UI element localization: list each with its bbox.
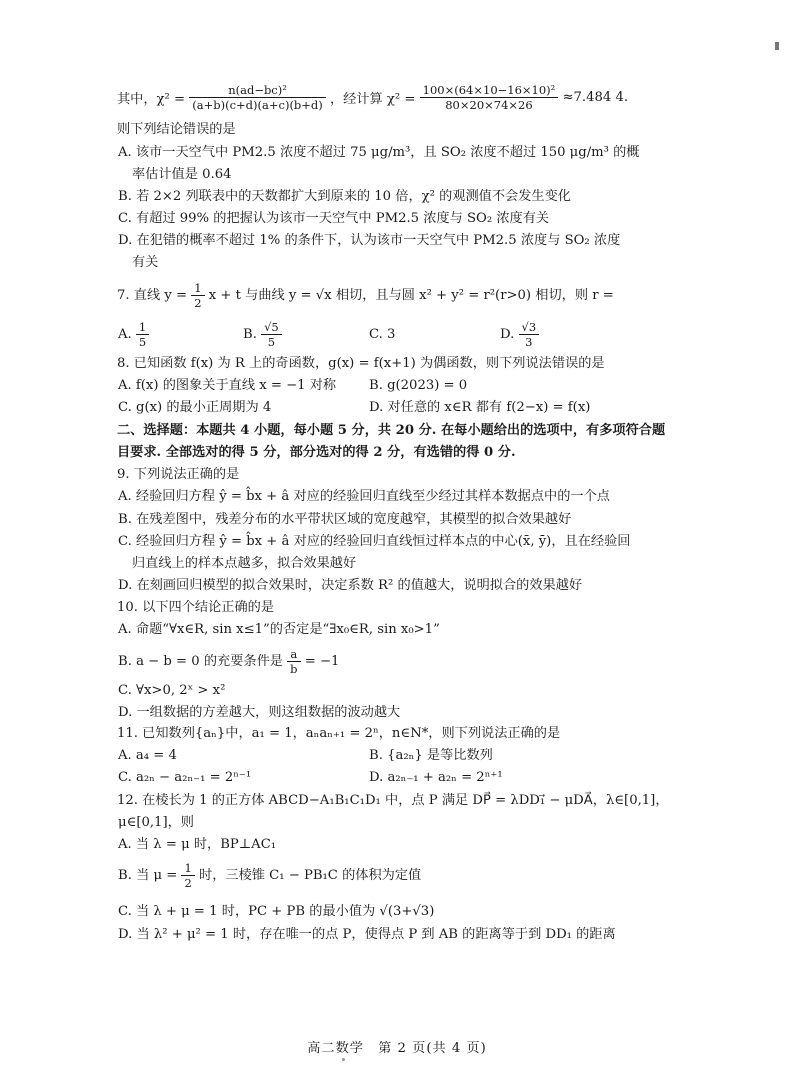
q12-option-d: D. 当 λ² + μ² = 1 时，存在唯一的点 P，使得点 P 到 AB 的距离等于到 DD₁ 的距离	[118, 927, 616, 942]
q8-stem: 8. 已知函数 f(x) 为 R 上的奇函数，g(x) = f(x+1) 为偶函数，则下列说法错误的是	[117, 356, 605, 371]
q10-option-b	[118, 645, 339, 679]
q7-b-den: 5	[267, 335, 276, 349]
q6-formula-mid: ，经计算 χ² =	[329, 92, 416, 107]
q8-option-c: C. g(x) 的最小正周期为 4	[118, 400, 272, 415]
q7-option-d	[500, 318, 539, 352]
scan-edge-mark	[775, 42, 779, 50]
q8-option-d: D. 对任意的 x∈R 都有 f(2−x) = f(x)	[369, 400, 591, 415]
q12-option-b	[118, 859, 421, 893]
q6-stem: 则下列结论错误的是	[117, 122, 236, 137]
q10-stem: 10. 以下四个结论正确的是	[117, 600, 275, 615]
q7-stem-pre: 7. 直线 y =	[117, 288, 188, 303]
q10-option-a: A. 命题“∀x∈R, sin x≤1”的否定是“∃x₀∈R, sin x₀>1”	[118, 622, 440, 637]
chi-formula-numerator: n(ad−bc)²	[189, 83, 325, 98]
q8-option-a: A. f(x) 的图象关于直线 x = −1 对称	[118, 378, 337, 393]
q8-option-b: B. g(2023) = 0	[369, 378, 468, 393]
q6-formula-suffix: ≈7.484 4.	[562, 90, 629, 105]
q7-a-label: A.	[118, 327, 132, 342]
q7-stem	[117, 279, 614, 313]
q11-option-a: A. a₄ = 4	[118, 748, 177, 763]
q7-option-c: C. 3	[369, 327, 396, 342]
q6-option-a-line1: A. 该市一天空气中 PM2.5 浓度不超过 75 μg/m³，且 SO₂ 浓度不超过 150 μg/m³ 的概	[118, 145, 640, 160]
q7-d-num: √3	[519, 320, 540, 335]
q7-d-fraction	[519, 320, 540, 349]
q9-option-c-line2: 归直线上的样本点越多，拟合效果越好	[132, 556, 357, 571]
q7-fraction-half	[191, 281, 204, 310]
q10-b-fraction	[287, 647, 300, 676]
q7-d-label: D.	[500, 327, 515, 342]
q12-b-pre: B. 当 μ =	[118, 868, 178, 883]
q9-option-b: B. 在残差图中，残差分布的水平带状区域的宽度越窄，其模型的拟合效果越好	[118, 512, 572, 527]
q7-frac-den: 2	[194, 296, 202, 310]
q12-stem-line2: μ∈[0,1]，则	[118, 815, 194, 830]
q11-option-b: B. {a₂ₙ} 是等比数列	[369, 748, 493, 763]
calc-denominator: 80×20×74×26	[445, 98, 533, 112]
q7-a-fraction	[136, 320, 149, 349]
q6-option-d-line2: 有关	[132, 255, 159, 270]
q7-b-label: B.	[243, 327, 257, 342]
chi-formula-denominator: (a+b)(c+d)(a+c)(b+d)	[192, 98, 323, 112]
q7-frac-num: 1	[191, 281, 204, 296]
q6-option-a-line2: 率估计值是 0.64	[132, 167, 232, 182]
q10-option-d: D. 一组数据的方差越大，则这组数据的波动越大	[118, 705, 401, 720]
q6-option-d-line1: D. 在犯错的概率不超过 1% 的条件下，认为该市一天空气中 PM2.5 浓度与 SO₂ 浓度	[118, 233, 621, 248]
q7-a-num: 1	[136, 320, 149, 335]
q12-b-post: 时，三棱锥 C₁ − PB₁C 的体积为定值	[199, 868, 422, 883]
q6-option-b: B. 若 2×2 列联表中的天数都扩大到原来的 10 倍，χ² 的观测值不会发生变化	[118, 189, 571, 204]
q10-b-den: b	[290, 662, 298, 676]
q12-stem-line1: 12. 在棱长为 1 的正方体 ABCD−A₁B₁C₁D₁ 中，点 P 满足 DP⃗ = λDD₁⃗ − μDA⃗，λ∈[0,1]，	[117, 793, 669, 808]
q6-option-c: C. 有超过 99% 的把握认为该市一天空气中 PM2.5 浓度与 SO₂ 浓度有关	[118, 211, 550, 226]
q7-option-b	[243, 318, 282, 352]
q6-formula-prefix: 其中，χ² =	[117, 92, 186, 107]
section-2-heading-line1: 二、选择题：本题共 4 小题，每小题 5 分，共 20 分. 在每小题给出的选项中，有多项符合题	[117, 423, 666, 438]
q9-option-a: A. 经验回归方程 ŷ = b̂x + â 对应的经验回归直线至少经过其样本数据点中的一个点	[118, 489, 610, 504]
q7-option-a	[118, 318, 149, 352]
chi-square-formula	[189, 83, 325, 112]
q7-stem-post: x + t 与曲线 y = √x 相切，且与圆 x² + y² = r²(r>0) 相切，则 r =	[208, 288, 614, 303]
q12-b-fraction	[181, 861, 194, 890]
page-footer: 高二数学 第 2 页(共 4 页)	[307, 1041, 487, 1056]
q12-option-a: A. 当 λ = μ 时，BP⊥AC₁	[118, 837, 277, 852]
q10-option-c: C. ∀x>0, 2ˣ > x²	[118, 683, 226, 698]
section-2-heading-line2: 目要求. 全部选对的得 5 分，部分选对的得 2 分，有选错的得 0 分.	[117, 445, 516, 460]
q7-b-num: √5	[261, 320, 282, 335]
q10-b-num: a	[287, 647, 300, 662]
q11-stem: 11. 已知数列{aₙ}中，a₁ = 1，aₙaₙ₊₁ = 2ⁿ，n∈N*，则下列说法正确的是	[117, 726, 561, 741]
q7-b-fraction	[261, 320, 282, 349]
q11-option-d: D. a₂ₙ₋₁ + a₂ₙ = 2ⁿ⁺¹	[369, 770, 503, 785]
calc-numerator: 100×(64×10−16×10)²	[420, 83, 559, 98]
q7-a-den: 5	[138, 335, 147, 349]
q9-option-d: D. 在刻画回归模型的拟合效果时，决定系数 R² 的值越大，说明拟合的效果越好	[118, 578, 583, 593]
q12-option-c: C. 当 λ + μ = 1 时，PC + PB 的最小值为 √(3+√3)	[118, 904, 435, 919]
q7-d-den: 3	[525, 335, 533, 349]
q12-b-num: 1	[181, 861, 194, 876]
q11-option-c: C. a₂ₙ − a₂ₙ₋₁ = 2ⁿ⁻¹	[118, 770, 252, 785]
q9-stem: 9. 下列说法正确的是	[117, 467, 240, 482]
chi-square-calculation	[420, 83, 559, 112]
q6-formula-line	[117, 83, 757, 117]
scan-speck	[342, 1058, 345, 1061]
q9-option-c-line1: C. 经验回归方程 ŷ = b̂x + â 对应的经验回归直线恒过样本点的中心(x̄, ȳ)，且在经验回	[118, 534, 631, 549]
q10-b-post: = −1	[304, 654, 340, 669]
q10-b-pre: B. a − b = 0 的充要条件是	[118, 654, 283, 669]
q12-b-den: 2	[184, 876, 192, 890]
